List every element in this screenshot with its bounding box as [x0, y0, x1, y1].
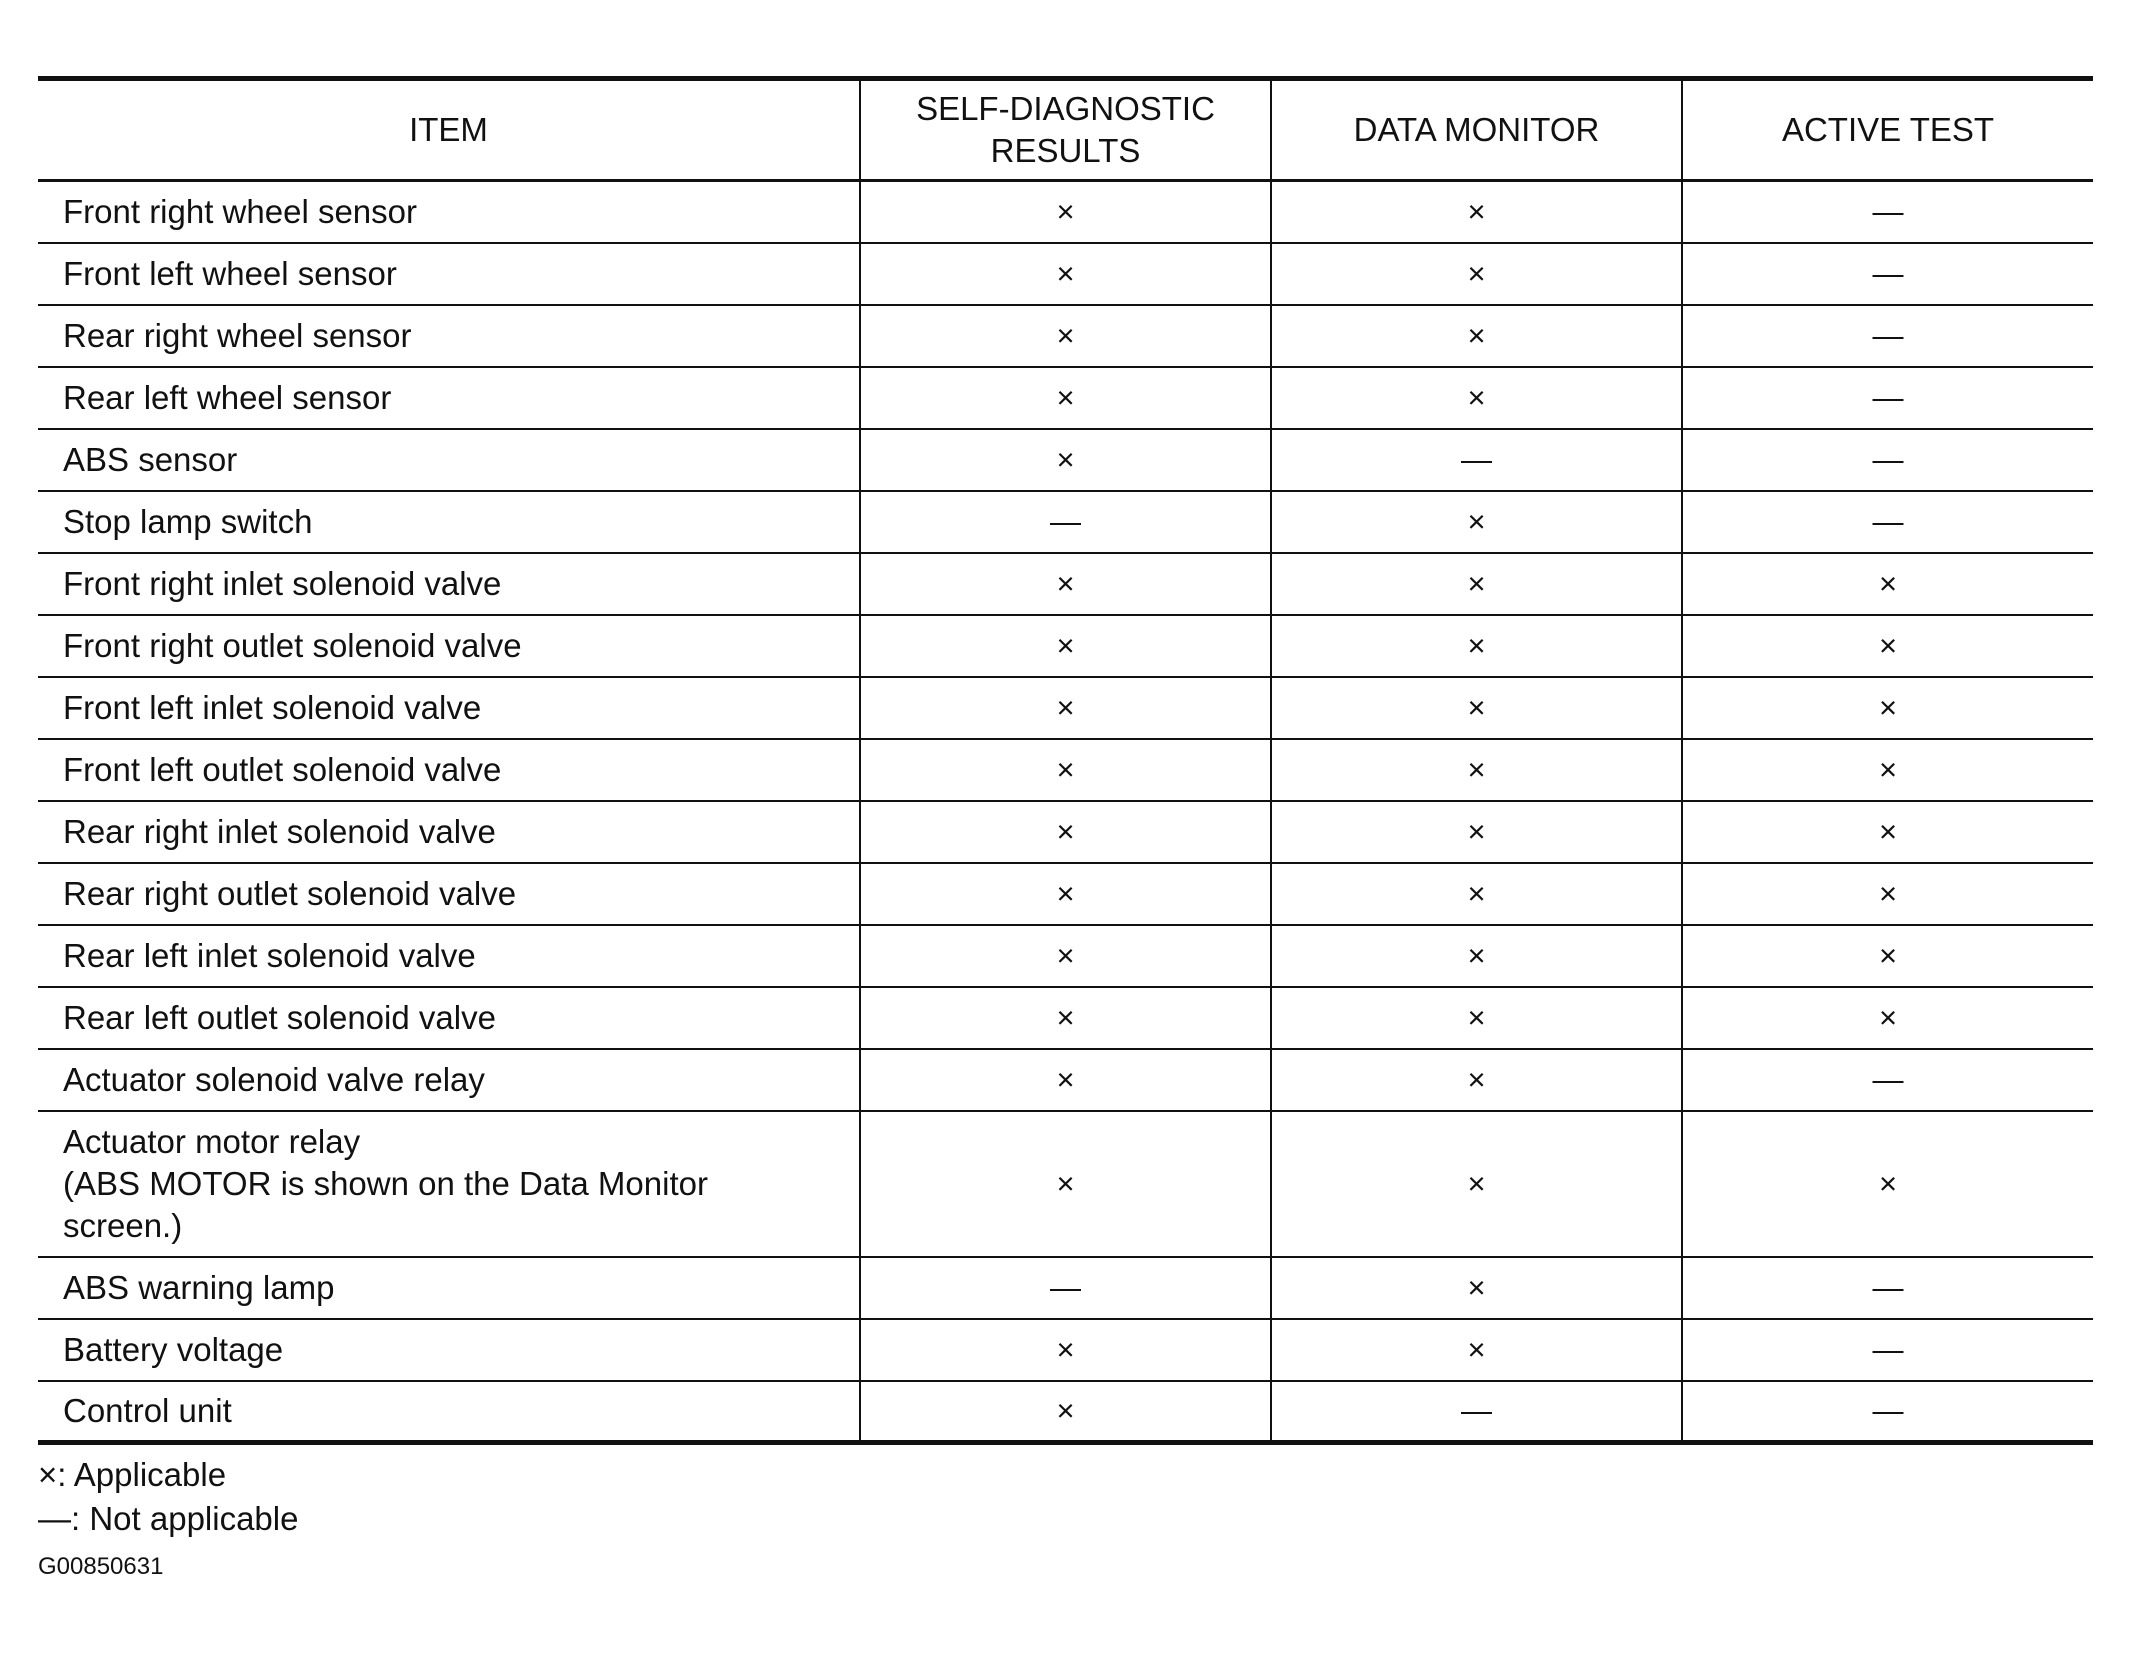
table-row [38, 243, 2093, 305]
cell-self-diagnostic [860, 677, 1271, 739]
cell-item [38, 553, 860, 615]
applicability-mark: × [1467, 256, 1486, 291]
cell-data-monitor [1271, 429, 1682, 491]
table-header-row [38, 79, 2093, 181]
cell-self-diagnostic [860, 801, 1271, 863]
applicability-mark: × [1056, 1393, 1075, 1429]
cell-data-monitor [1271, 1049, 1682, 1111]
legend [38, 1453, 2093, 1541]
cell-self-diagnostic [860, 367, 1271, 429]
item-label-line: Rear left outlet solenoid valve [63, 998, 496, 1036]
cell-active-test [1682, 863, 2093, 925]
table-row [38, 1049, 2093, 1111]
table-row [38, 367, 2093, 429]
cell-item [38, 1049, 860, 1111]
cell-active-test [1682, 181, 2093, 243]
item-label-line: Front left outlet solenoid valve [63, 750, 502, 788]
table-row [38, 1257, 2093, 1319]
document-id: G00850631 [38, 1553, 164, 1580]
applicability-mark: — [1872, 1393, 1904, 1429]
table-row [38, 553, 2093, 615]
table-row [38, 1111, 2093, 1257]
table-row [38, 925, 2093, 987]
applicability-mark: — [1872, 1332, 1904, 1367]
cell-self-diagnostic [860, 925, 1271, 987]
cell-active-test [1682, 801, 2093, 863]
table-row [38, 1319, 2093, 1381]
cell-self-diagnostic [860, 1257, 1271, 1319]
cell-active-test [1682, 925, 2093, 987]
table-row [38, 863, 2093, 925]
item-label-line: Rear right outlet solenoid valve [63, 874, 517, 912]
cell-self-diagnostic [860, 1049, 1271, 1111]
item-label-line: ABS warning lamp [63, 1268, 335, 1306]
cell-self-diagnostic [860, 553, 1271, 615]
applicability-mark: × [1056, 318, 1075, 353]
table-row [38, 677, 2093, 739]
cell-item [38, 243, 860, 305]
applicability-mark: × [1878, 566, 1898, 601]
applicability-mark: × [1878, 1166, 1898, 1201]
cell-data-monitor [1271, 243, 1682, 305]
cell-item [38, 987, 860, 1049]
header-self-diagnostic-line2: RESULTS [990, 132, 1141, 169]
applicability-mark: × [1056, 690, 1075, 725]
applicability-mark: — [1872, 504, 1904, 539]
applicability-mark: × [1056, 876, 1075, 911]
item-label-line: Actuator motor relay [63, 1122, 361, 1160]
item-label-line: Rear left inlet solenoid valve [63, 936, 476, 974]
cell-item [38, 305, 860, 367]
applicability-mark: × [1878, 752, 1898, 787]
applicability-mark: × [1056, 628, 1075, 663]
applicability-mark: — [1872, 318, 1904, 353]
applicability-mark: × [1056, 1332, 1075, 1367]
cell-active-test [1682, 553, 2093, 615]
cell-item [38, 801, 860, 863]
cell-data-monitor [1271, 677, 1682, 739]
legend-applicable: ×: Applicable [38, 1456, 227, 1493]
cell-self-diagnostic [860, 1381, 1271, 1443]
cell-active-test [1682, 1381, 2093, 1443]
cell-self-diagnostic [860, 491, 1271, 553]
table-body [38, 181, 2093, 1443]
cell-self-diagnostic [860, 243, 1271, 305]
cell-active-test [1682, 987, 2093, 1049]
applicability-mark: × [1878, 938, 1898, 973]
cell-item [38, 491, 860, 553]
applicability-mark: × [1056, 752, 1075, 787]
applicability-mark: × [1467, 628, 1486, 663]
cell-data-monitor [1271, 739, 1682, 801]
applicability-mark: × [1467, 1270, 1486, 1305]
applicability-mark: — [1872, 1270, 1904, 1305]
cell-self-diagnostic [860, 1319, 1271, 1381]
applicability-mark: — [1872, 194, 1904, 230]
applicability-mark: × [1467, 1062, 1486, 1097]
applicability-mark: — [1461, 442, 1492, 477]
cell-data-monitor [1271, 801, 1682, 863]
applicability-mark: × [1056, 194, 1075, 230]
table-row [38, 739, 2093, 801]
cell-item [38, 181, 860, 243]
header-item: ITEM [38, 79, 860, 181]
applicability-mark: × [1467, 876, 1486, 911]
header-data-monitor: DATA MONITOR [1271, 79, 1682, 181]
cell-data-monitor [1271, 1319, 1682, 1381]
applicability-mark: × [1467, 690, 1486, 725]
applicability-mark: — [1872, 442, 1904, 477]
applicability-mark: × [1467, 814, 1486, 849]
cell-active-test [1682, 243, 2093, 305]
cell-active-test [1682, 1111, 2093, 1257]
applicability-mark: × [1878, 876, 1898, 911]
diagnostic-table [38, 76, 2093, 1445]
applicability-mark: × [1467, 1166, 1486, 1201]
item-label-line: Rear right inlet solenoid valve [63, 812, 496, 850]
item-label-line: Front right outlet solenoid valve [63, 626, 522, 664]
table-row [38, 181, 2093, 243]
cell-active-test [1682, 739, 2093, 801]
cell-active-test [1682, 1257, 2093, 1319]
applicability-mark: × [1467, 504, 1486, 539]
table-row [38, 1381, 2093, 1443]
applicability-mark: × [1056, 256, 1075, 291]
applicability-mark: × [1467, 1000, 1486, 1035]
applicability-mark: × [1467, 380, 1486, 415]
cell-self-diagnostic [860, 863, 1271, 925]
cell-active-test [1682, 491, 2093, 553]
cell-self-diagnostic [860, 739, 1271, 801]
item-label-line: Front left wheel sensor [63, 254, 397, 292]
applicability-mark: × [1056, 814, 1075, 849]
applicability-mark: × [1467, 318, 1486, 353]
header-active-test: ACTIVE TEST [1682, 79, 2093, 181]
item-label-line: Actuator solenoid valve relay [63, 1060, 485, 1098]
cell-item [38, 863, 860, 925]
cell-item [38, 429, 860, 491]
applicability-mark: — [1050, 1270, 1081, 1305]
applicability-mark: × [1056, 938, 1075, 973]
cell-data-monitor [1271, 181, 1682, 243]
cell-item [38, 1111, 860, 1257]
item-label-line: Front right wheel sensor [63, 192, 417, 230]
table-row [38, 305, 2093, 367]
applicability-mark: — [1872, 380, 1904, 415]
applicability-mark: × [1878, 628, 1898, 663]
cell-self-diagnostic [860, 429, 1271, 491]
applicability-mark: × [1056, 566, 1075, 601]
item-label-line: Front right inlet solenoid valve [63, 564, 502, 602]
cell-self-diagnostic [860, 181, 1271, 243]
applicability-mark: — [1872, 256, 1904, 291]
cell-item [38, 1257, 860, 1319]
document [38, 76, 2093, 1581]
cell-active-test [1682, 677, 2093, 739]
cell-item [38, 367, 860, 429]
cell-data-monitor [1271, 1111, 1682, 1257]
item-label-line: Front left inlet solenoid valve [63, 688, 482, 726]
item-label-line: ABS sensor [63, 440, 238, 478]
table-row [38, 987, 2093, 1049]
cell-data-monitor [1271, 305, 1682, 367]
item-label-line: Battery voltage [63, 1330, 284, 1368]
cell-item [38, 677, 860, 739]
cell-data-monitor [1271, 553, 1682, 615]
cell-self-diagnostic [860, 305, 1271, 367]
applicability-mark: × [1056, 1000, 1075, 1035]
cell-data-monitor [1271, 987, 1682, 1049]
cell-item [38, 1319, 860, 1381]
cell-self-diagnostic [860, 615, 1271, 677]
applicability-mark: × [1467, 938, 1486, 973]
cell-item [38, 739, 860, 801]
applicability-mark: × [1467, 752, 1486, 787]
cell-self-diagnostic [860, 987, 1271, 1049]
applicability-mark: × [1878, 814, 1898, 849]
cell-active-test [1682, 615, 2093, 677]
item-label-line: (ABS MOTOR is shown on the Data Monitor [63, 1164, 708, 1202]
cell-item [38, 1381, 860, 1443]
table-row [38, 801, 2093, 863]
cell-item [38, 925, 860, 987]
applicability-mark: × [1878, 690, 1898, 725]
applicability-mark: × [1056, 1062, 1075, 1097]
applicability-mark: — [1461, 1393, 1492, 1429]
item-label-line: Stop lamp switch [63, 502, 313, 540]
applicability-mark: × [1056, 442, 1075, 477]
applicability-mark: × [1878, 1000, 1898, 1035]
cell-data-monitor [1271, 863, 1682, 925]
applicability-mark: — [1050, 504, 1081, 539]
legend-not-applicable: —: Not applicable [38, 1500, 299, 1537]
table-row [38, 491, 2093, 553]
cell-item [38, 615, 860, 677]
cell-active-test [1682, 1319, 2093, 1381]
cell-data-monitor [1271, 1257, 1682, 1319]
applicability-mark: × [1467, 1332, 1486, 1367]
header-self-diagnostic-results [860, 79, 1271, 181]
header-self-diagnostic-line1: SELF-DIAGNOSTIC [916, 90, 1215, 127]
applicability-mark: × [1056, 1166, 1075, 1201]
cell-data-monitor [1271, 367, 1682, 429]
cell-active-test [1682, 305, 2093, 367]
item-label-line: Rear left wheel sensor [63, 378, 392, 416]
cell-self-diagnostic [860, 1111, 1271, 1257]
cell-active-test [1682, 1049, 2093, 1111]
cell-data-monitor [1271, 925, 1682, 987]
item-label-line: Control unit [63, 1391, 232, 1429]
item-label-line: Rear right wheel sensor [63, 316, 412, 354]
applicability-mark: × [1056, 380, 1075, 415]
cell-data-monitor [1271, 615, 1682, 677]
table-row [38, 429, 2093, 491]
applicability-mark: × [1467, 194, 1486, 230]
applicability-mark: × [1467, 566, 1486, 601]
cell-active-test [1682, 429, 2093, 491]
cell-active-test [1682, 367, 2093, 429]
applicability-mark: — [1872, 1062, 1904, 1097]
cell-data-monitor [1271, 1381, 1682, 1443]
item-label-line: screen.) [63, 1206, 183, 1244]
table-row [38, 615, 2093, 677]
cell-data-monitor [1271, 491, 1682, 553]
